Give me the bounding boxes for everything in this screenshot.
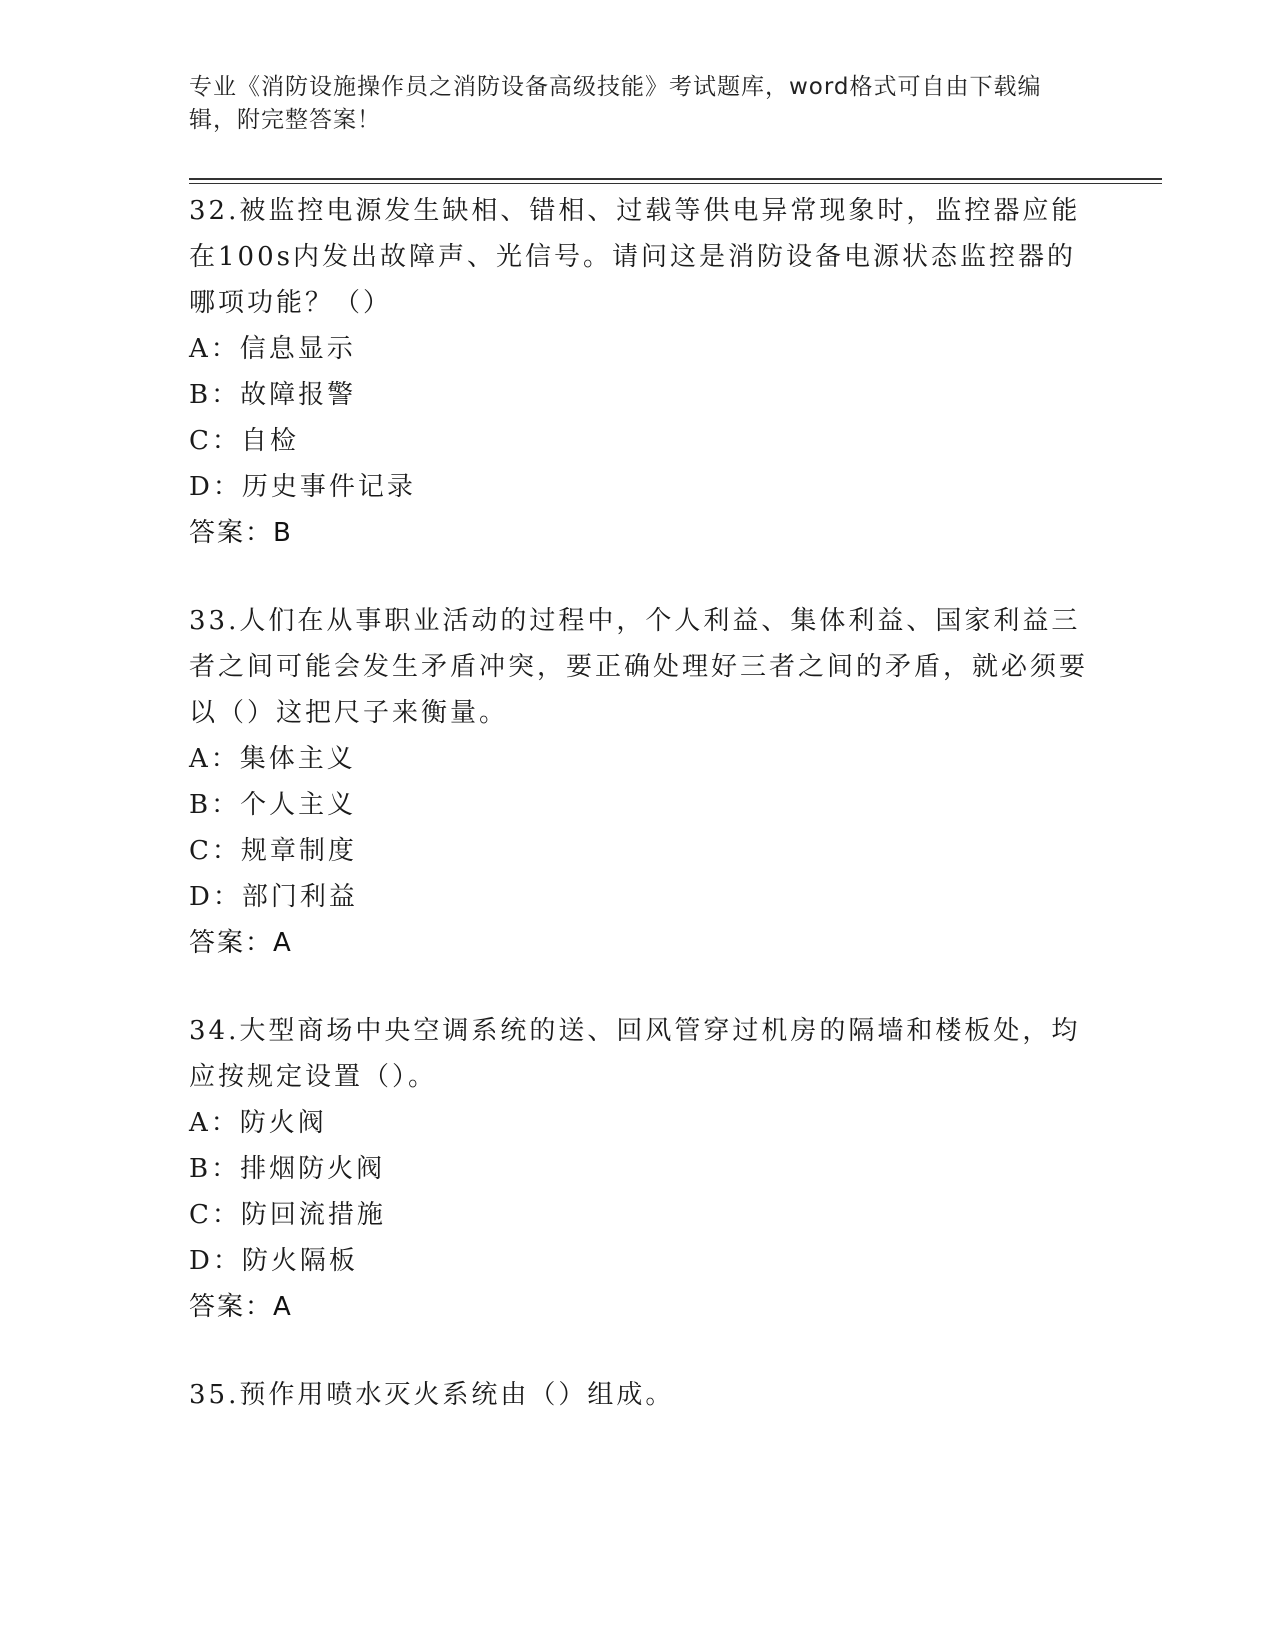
option-b: B：个人主义 [189,790,357,820]
question-33 [189,598,1089,966]
question-text: 33.人们在从事职业活动的过程中，个人利益、集体利益、国家利益三者之间可能会发生矛盾冲突，要正确处理好三者之间的矛盾，就必须要以（）这把尺子来衡量。 [189,606,1089,728]
option-b: B：排烟防火阀 [189,1154,386,1184]
document-intro: 专业《消防设施操作员之消防设备高级技能》考试题库，word格式可自由下载编辑，附完整答案！ [189,74,1042,133]
answer: 答案：B [189,518,293,548]
option-d: D：部门利益 [189,882,358,912]
question-text: 35.预作用喷水灭火系统由（）组成。 [189,1380,675,1410]
question-text: 32.被监控电源发生缺相、错相、过载等供电异常现象时，监控器应能在100s内发出故障声、光信号。请问这是消防设备电源状态监控器的哪项功能？（） [189,196,1081,318]
question-34 [189,1008,1089,1330]
question-32 [189,188,1089,556]
question-text: 34.大型商场中央空调系统的送、回风管穿过机房的隔墙和楼板处，均应按规定设置（）。 [189,1016,1081,1092]
option-c: C：规章制度 [189,836,357,866]
answer: 答案：A [189,1292,293,1322]
header-divider-thick [189,178,1162,180]
option-a: A：信息显示 [189,334,356,364]
option-d: D：历史事件记录 [189,472,416,502]
option-d: D：防火隔板 [189,1246,358,1276]
option-b: B：故障报警 [189,380,357,410]
answer: 答案：A [189,928,293,958]
header-divider-thin [189,183,1162,184]
option-a: A：集体主义 [189,744,356,774]
question-35 [189,1372,1089,1418]
option-c: C：防回流措施 [189,1200,386,1230]
option-c: C：自检 [189,426,299,456]
option-a: A：防火阀 [189,1108,327,1138]
